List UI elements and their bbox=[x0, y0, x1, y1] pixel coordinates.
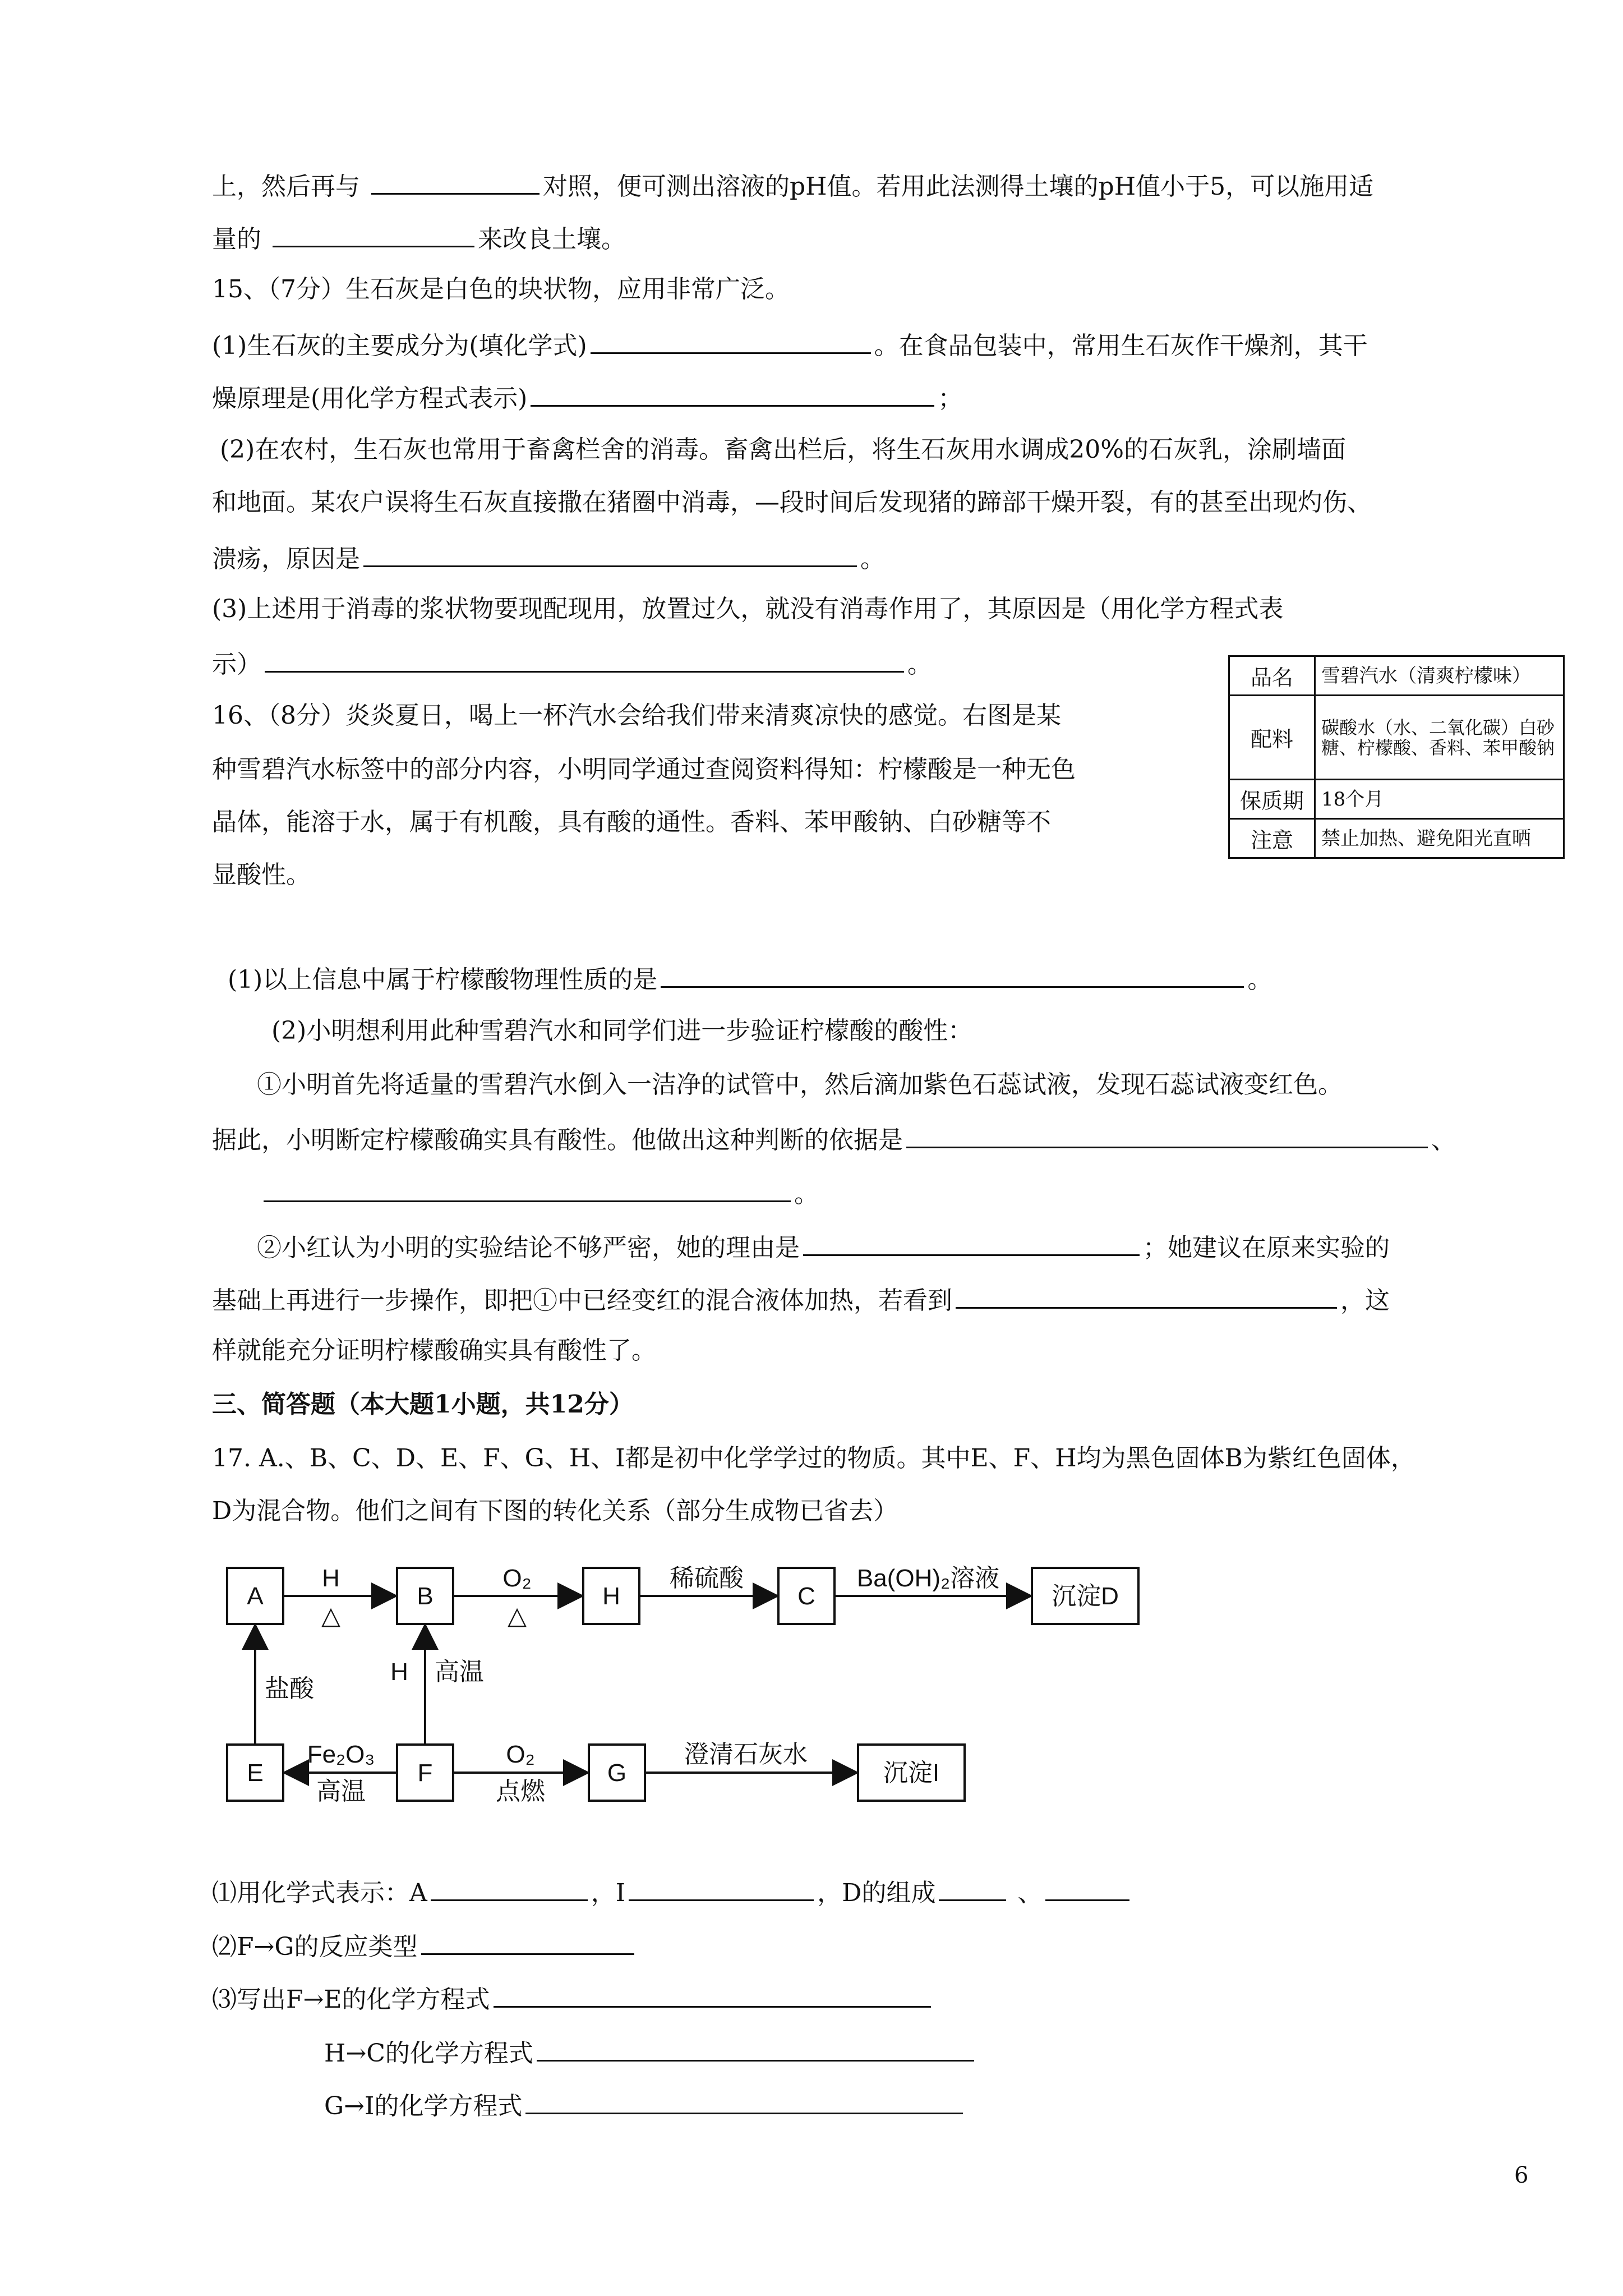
text-line: (3)上述用于消毒的浆状物要现配现用，放置过久，就没有消毒作用了，其原因是（用化学方程式表 bbox=[212, 595, 1284, 623]
text-line: 燥原理是(用化学方程式表示) ； bbox=[212, 379, 962, 416]
text-line: 量的 来改良土壤。 bbox=[212, 220, 626, 256]
edge-label: Ba(OH)₂溶液 bbox=[856, 1565, 1000, 1592]
table-key: 品名 bbox=[1229, 656, 1315, 696]
edge-label: △ bbox=[508, 1602, 527, 1630]
text-line: ⑴用化学式表示：A ，I ，D的组成 、 bbox=[212, 1874, 1133, 1910]
table-key: 保质期 bbox=[1229, 780, 1315, 819]
edge-label: 高温 bbox=[435, 1658, 484, 1686]
text-line: H→C的化学方程式 bbox=[324, 2034, 978, 2070]
node-d-label: 沉淀D bbox=[1052, 1582, 1119, 1610]
text-line: 溃疡，原因是 。 bbox=[212, 540, 885, 576]
text-line: 样就能充分证明柠檬酸确实具有酸性了。 bbox=[212, 1336, 656, 1365]
text-line: 显酸性。 bbox=[212, 861, 311, 889]
node-h-label: H bbox=[602, 1582, 620, 1610]
text-line: ②小红认为小明的实验结论不够严密，她的理由是 ；她建议在原来实验的 bbox=[257, 1228, 1390, 1265]
edge-label: 盐酸 bbox=[265, 1675, 314, 1703]
edge-label: 高温 bbox=[316, 1778, 366, 1805]
node-i-label: 沉淀I bbox=[883, 1759, 940, 1787]
text-line: 种雪碧汽水标签中的部分内容，小明同学通过查阅资料得知：柠檬酸是一种无色 bbox=[212, 755, 1076, 784]
text-line: (2)在农村，生石灰也常用于畜禽栏舍的消毒。畜禽出栏后，将生石灰用水调成20%的石灰乳，涂刷墙面 bbox=[212, 435, 1347, 464]
edge-label: Fe₂O₃ bbox=[307, 1741, 375, 1768]
edge-label: 点燃 bbox=[496, 1778, 545, 1805]
node-b-label: B bbox=[417, 1582, 434, 1610]
text-line: 示） 。 bbox=[212, 645, 932, 682]
edge-label: O₂ bbox=[506, 1741, 535, 1768]
question-16-title: 16、（8分）炎炎夏日，喝上一杯汽水会给我们带来清爽凉快的感觉。右图是某 bbox=[212, 701, 1061, 730]
edge-label: 澄清石灰水 bbox=[684, 1741, 808, 1768]
text-line: ⑵F→G的反应类型 bbox=[212, 1927, 638, 1964]
edge-label: △ bbox=[321, 1602, 340, 1630]
question-15-title: 15、（7分）生石灰是白色的块状物，应用非常广泛。 bbox=[212, 275, 790, 303]
table-value: 禁止加热、避免阳光直晒 bbox=[1315, 819, 1564, 858]
node-g-label: G bbox=[607, 1759, 627, 1787]
table-value: 碳酸水（水、二氧化碳）白砂糖、柠檬酸、香料、苯甲酸钠 bbox=[1315, 696, 1564, 780]
edge-label: H bbox=[390, 1658, 408, 1686]
node-c-label: C bbox=[797, 1582, 815, 1610]
table-key: 配料 bbox=[1229, 696, 1315, 780]
table-value: 18个月 bbox=[1315, 780, 1564, 819]
text-line: 基础上再进行一步操作，即把①中已经变红的混合液体加热，若看到 ，这 bbox=[212, 1281, 1390, 1318]
text-line: ⑶写出F→E的化学方程式 bbox=[212, 1980, 934, 2017]
text-line: (1)以上信息中属于柠檬酸物理性质的是 。 bbox=[212, 960, 1272, 997]
edge-label: O₂ bbox=[502, 1565, 532, 1592]
text-line: G→I的化学方程式 bbox=[324, 2087, 966, 2123]
text-line: 据此，小明断定柠檬酸确实具有酸性。他做出这种判断的依据是 、 bbox=[212, 1121, 1456, 1157]
text-line: 晶体，能溶于水，属于有机酸，具有酸的通性。香料、苯甲酸钠、白砂糖等不 bbox=[212, 808, 1051, 836]
table-row bbox=[1229, 819, 1564, 858]
conversion-diagram bbox=[219, 1559, 1183, 1818]
table-key: 注意 bbox=[1229, 819, 1315, 858]
edge-label: 稀硫酸 bbox=[670, 1565, 744, 1592]
text-line: 。 bbox=[264, 1175, 819, 1211]
node-a-label: A bbox=[247, 1582, 264, 1610]
node-f-label: F bbox=[417, 1759, 433, 1787]
section-3-heading: 三、简答题（本大题1小题，共12分） bbox=[212, 1390, 634, 1419]
table-value: 雪碧汽水（清爽柠檬味） bbox=[1315, 656, 1564, 696]
edge-label: H bbox=[322, 1565, 340, 1592]
text-line: ①小明首先将适量的雪碧汽水倒入一洁净的试管中，然后滴加紫色石蕊试液，发现石蕊试液变红色。 bbox=[257, 1070, 1343, 1099]
page-number: 6 bbox=[1514, 2162, 1529, 2188]
text-line: 和地面。某农户误将生石灰直接撒在猪圈中消毒，—段时间后发现猪的蹄部干燥开裂，有的甚至出现灼伤、 bbox=[212, 488, 1372, 517]
table-row bbox=[1229, 780, 1564, 819]
table-row bbox=[1229, 696, 1564, 780]
text-line: (1)生石灰的主要成分为(填化学式) 。在食品包装中，常用生石灰作干燥剂，其干 bbox=[212, 326, 1368, 363]
text-line: D为混合物。他们之间有下图的转化关系（部分生成物已省去） bbox=[212, 1497, 898, 1525]
question-17-title: 17. A.、B、C、D、E、F、G、H、I都是初中化学学过的物质。其中E、F、H均为黑色固体B为紫红色固体， bbox=[212, 1444, 1415, 1473]
node-e-label: E bbox=[247, 1759, 264, 1787]
text-line: (2)小明想利用此种雪碧汽水和同学们进一步验证柠檬酸的酸性： bbox=[264, 1016, 973, 1045]
drink-label-table bbox=[1228, 655, 1565, 859]
table-row bbox=[1229, 656, 1564, 696]
text-line: 上，然后再与 对照，便可测出溶液的pH值。若用此法测得土壤的pH值小于5，可以施用适 bbox=[212, 167, 1373, 204]
